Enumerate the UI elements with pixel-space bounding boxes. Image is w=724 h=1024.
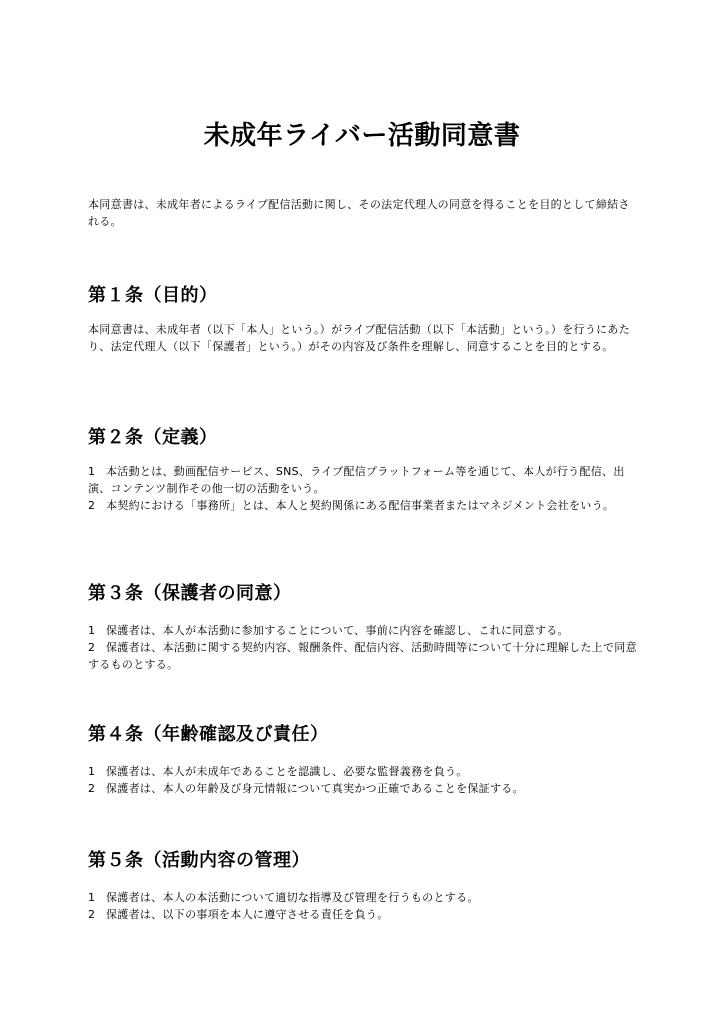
list-item — [88, 463, 640, 497]
item-text: 本契約における「事務所」とは、本人と契約関係にある配信事業者またはマネジメント会社をいう。 — [106, 499, 615, 512]
intro-paragraph: 本同意書は、未成年者によるライブ配信活動に関し、その法定代理人の同意を得ることを目的として締結される。 — [88, 198, 630, 228]
item-text: 保護者は、本人の年齢及び身元情報について真実かつ正確であることを保証する。 — [106, 782, 524, 795]
list-item — [88, 889, 640, 906]
item-number: 1 — [88, 891, 96, 904]
article-3-heading: 第３条（保護者の同意） — [88, 583, 292, 604]
item-text: 保護者は、本人が本活動に参加することについて、事前に内容を確認し、これに同意する。 — [106, 624, 569, 637]
list-item — [88, 780, 640, 797]
item-number: 2 — [88, 782, 96, 795]
article-4-items — [88, 763, 640, 797]
list-item — [88, 763, 640, 780]
list-item — [88, 497, 640, 514]
item-text: 本活動とは、動画配信サービス、SNS、ライブ配信プラットフォーム等を通じて、本人が行う配信、出演、コンテンツ制作その他一切の活動をいう。 — [88, 465, 625, 495]
item-number: 1 — [88, 465, 96, 478]
item-number: 2 — [88, 908, 96, 921]
article-3-items — [88, 622, 640, 673]
article-5-items — [88, 889, 640, 923]
item-text: 保護者は、本人の本活動について適切な指導及び管理を行うものとする。 — [106, 891, 479, 904]
article-2-items — [88, 463, 640, 514]
article-2-heading: 第２条（定義） — [88, 427, 218, 448]
item-text: 保護者は、本活動に関する契約内容、報酬条件、配信内容、活動時間等について十分に理解した上で同意するものとする。 — [88, 641, 637, 671]
list-item — [88, 906, 640, 923]
item-number: 2 — [88, 641, 96, 654]
article-5-heading: 第５条（活動内容の管理） — [88, 850, 310, 871]
item-number: 1 — [88, 624, 96, 637]
list-item — [88, 639, 640, 673]
item-text: 保護者は、以下の事項を本人に遵守させる責任を負う。 — [106, 908, 389, 921]
item-number: 1 — [88, 765, 96, 778]
item-text: 保護者は、本人が未成年であることを認識し、必要な監督義務を負う。 — [106, 765, 468, 778]
article-4-heading: 第４条（年齢確認及び責任） — [88, 724, 329, 745]
article-1-heading: 第１条（目的） — [88, 285, 218, 306]
article-1-body: 本同意書は、未成年者（以下「本人」という。）がライブ配信活動（以下「本活動」という。）を行うにあたり、法定代理人（以下「保護者」という。）がその内容及び条件を理解し、同意することを目的とする。 — [88, 323, 631, 353]
item-number: 2 — [88, 499, 96, 512]
document-title: 未成年ライバー活動同意書 — [203, 121, 521, 151]
list-item — [88, 622, 640, 639]
